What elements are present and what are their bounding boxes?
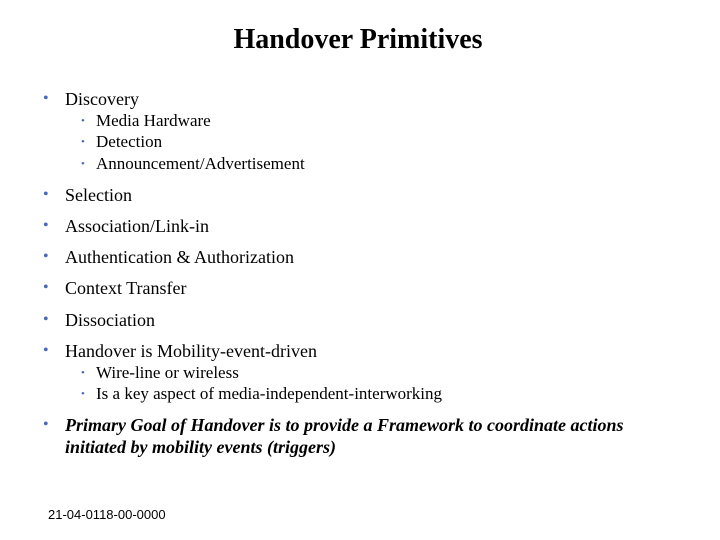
document-number-footer: 21-04-0118-00-0000 — [48, 507, 166, 522]
sub-item-label: Is a key aspect of media-independent-interworking — [96, 384, 443, 403]
bullet-label: Handover is Mobility-event-driven — [65, 341, 317, 361]
sub-bullet-icon: • — [81, 115, 85, 127]
bullet-label: Context Transfer — [65, 278, 187, 298]
sub-bullet-icon: • — [81, 367, 85, 379]
bullet-icon: • — [43, 416, 49, 433]
bullet-label: Dissociation — [65, 310, 155, 330]
bullet-label: Authentication & Authorization — [65, 247, 294, 267]
sub-bullet-icon: • — [81, 136, 85, 148]
slide-title: Handover Primitives — [233, 24, 483, 55]
goal-text: Primary Goal of Handover is to provide a Framework to coordinate actions initiated by mobility events (triggers) — [65, 415, 624, 457]
bullet-icon: • — [43, 342, 49, 359]
bullet-icon: • — [43, 186, 49, 203]
bullet-icon: • — [43, 248, 49, 265]
bullet-icon: • — [43, 217, 49, 234]
sub-item-label: Announcement/Advertisement — [96, 154, 305, 173]
bullet-label: Discovery — [65, 89, 139, 109]
sub-item-label: Media Hardware — [96, 111, 211, 130]
sub-item-label: Detection — [96, 132, 163, 151]
sub-item-label: Wire-line or wireless — [96, 363, 239, 382]
bullet-label: Selection — [65, 185, 132, 205]
bullet-icon: • — [43, 90, 49, 107]
sub-bullet-icon: • — [81, 158, 85, 170]
bullet-label: Association/Link-in — [65, 216, 209, 236]
bullet-icon: • — [43, 311, 49, 328]
bullet-icon: • — [43, 279, 49, 296]
sub-bullet-icon: • — [81, 388, 85, 400]
